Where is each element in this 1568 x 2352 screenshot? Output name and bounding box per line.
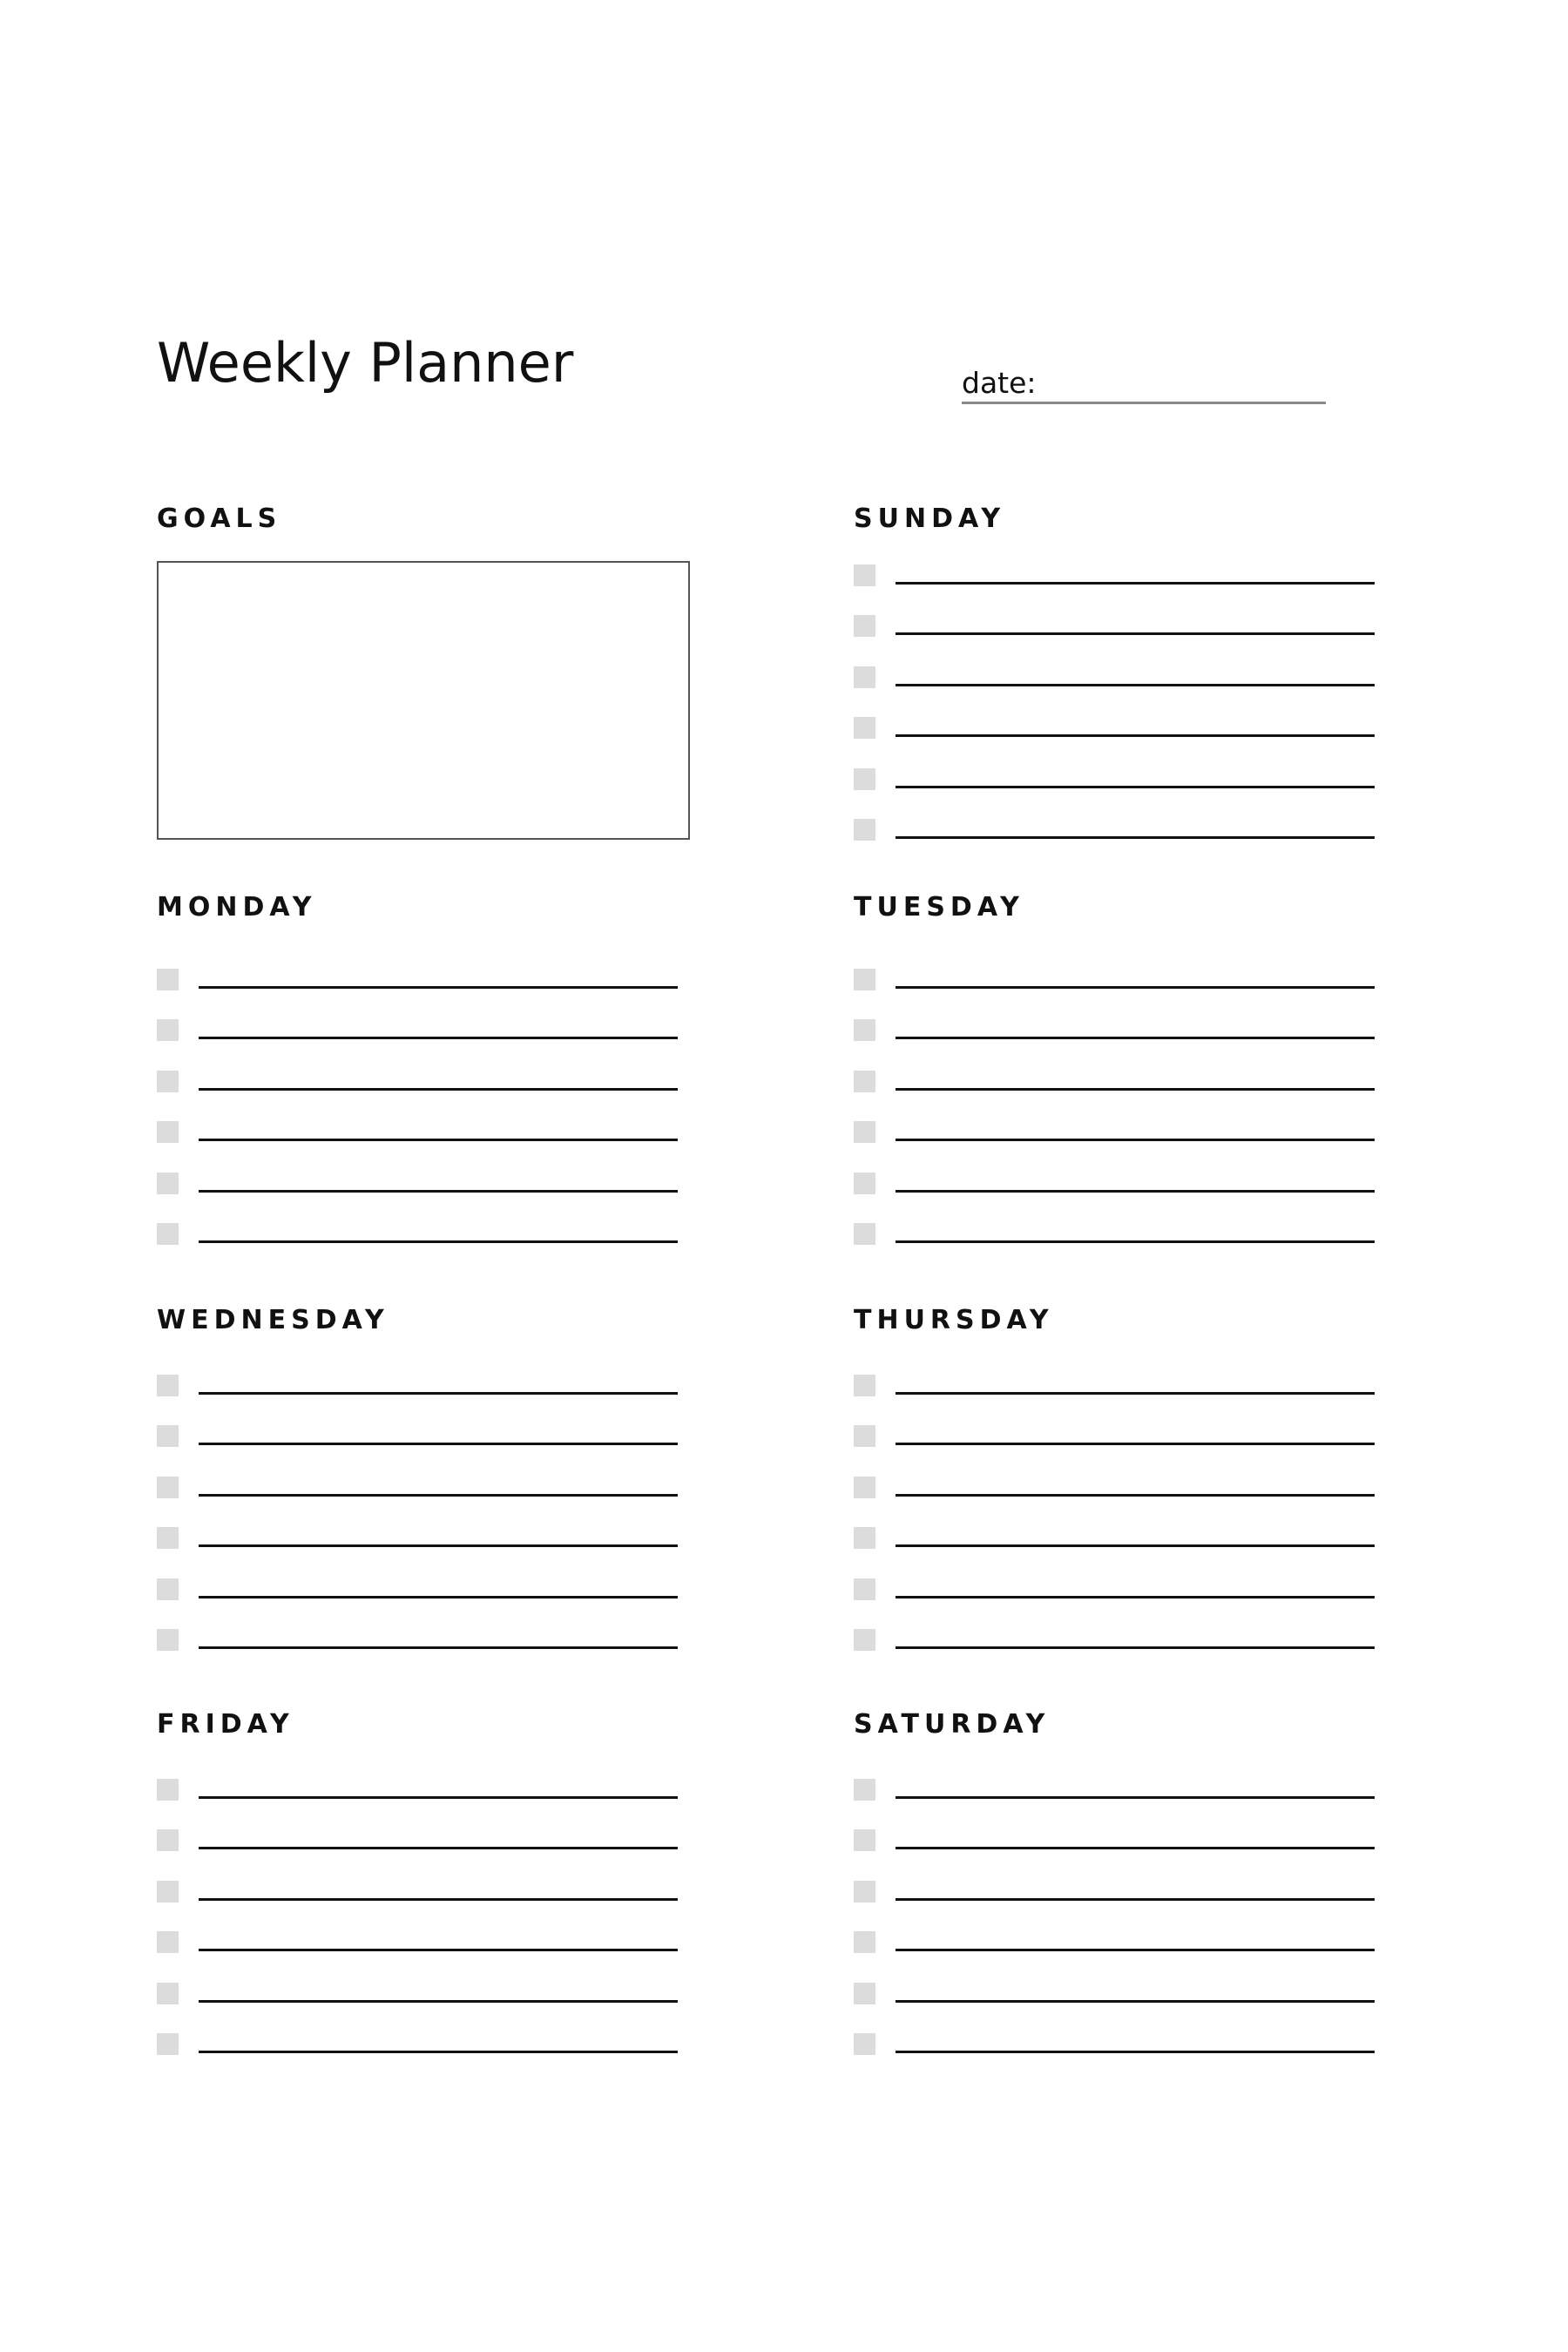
task-row: [854, 1375, 1376, 1409]
date-input-line[interactable]: [962, 402, 1326, 404]
task-row: [157, 1375, 679, 1409]
task-row: [854, 717, 1376, 752]
task-checkbox[interactable]: [854, 1223, 875, 1245]
task-checkbox[interactable]: [854, 1779, 875, 1801]
task-writing-line[interactable]: [199, 1544, 678, 1547]
task-writing-line[interactable]: [896, 1037, 1375, 1039]
task-row: [854, 969, 1376, 1004]
task-checkbox[interactable]: [854, 666, 875, 688]
task-checkbox[interactable]: [854, 1071, 875, 1092]
task-checkbox[interactable]: [854, 1629, 875, 1651]
task-writing-line[interactable]: [199, 1443, 678, 1445]
task-row: [157, 1931, 679, 1966]
task-row: [157, 1425, 679, 1460]
task-checkbox[interactable]: [854, 1829, 875, 1851]
task-writing-line[interactable]: [896, 1240, 1375, 1243]
task-writing-line[interactable]: [199, 1898, 678, 1901]
sunday-title: SUNDAY: [854, 504, 1006, 534]
task-row: [854, 1578, 1376, 1613]
task-row: [854, 2033, 1376, 2068]
task-row: [157, 1629, 679, 1664]
wednesday-title: WEDNESDAY: [157, 1305, 389, 1335]
task-checkbox[interactable]: [854, 1425, 875, 1447]
task-writing-line[interactable]: [896, 1544, 1375, 1547]
task-checkbox[interactable]: [157, 1881, 179, 1903]
task-writing-line[interactable]: [896, 836, 1375, 839]
task-checkbox[interactable]: [157, 1931, 179, 1953]
task-writing-line[interactable]: [896, 582, 1375, 585]
task-checkbox[interactable]: [854, 615, 875, 637]
saturday-title: SATURDAY: [854, 1709, 1051, 1740]
task-checkbox[interactable]: [157, 1173, 179, 1194]
goals-title: GOALS: [157, 504, 282, 534]
task-checkbox[interactable]: [854, 768, 875, 790]
task-checkbox[interactable]: [157, 2033, 179, 2055]
task-row: [157, 2033, 679, 2068]
task-row: [854, 1173, 1376, 1207]
task-writing-line[interactable]: [199, 1088, 678, 1091]
task-row: [854, 564, 1376, 599]
task-row: [854, 1223, 1376, 1258]
task-row: [854, 1071, 1376, 1105]
task-row: [854, 1779, 1376, 1814]
task-checkbox[interactable]: [157, 1829, 179, 1851]
task-row: [157, 1779, 679, 1814]
thursday-title: THURSDAY: [854, 1305, 1054, 1335]
task-writing-line[interactable]: [199, 2051, 678, 2053]
task-row: [854, 615, 1376, 650]
task-row: [157, 1121, 679, 1156]
task-writing-line[interactable]: [199, 1596, 678, 1598]
monday-title: MONDAY: [157, 892, 317, 923]
task-writing-line[interactable]: [896, 1392, 1375, 1395]
task-row: [157, 1477, 679, 1511]
task-row: [157, 1829, 679, 1864]
task-row: [854, 1983, 1376, 2017]
task-checkbox[interactable]: [157, 1425, 179, 1447]
task-writing-line[interactable]: [896, 1847, 1375, 1849]
task-checkbox[interactable]: [157, 969, 179, 990]
task-writing-line[interactable]: [896, 2051, 1375, 2053]
task-row: [157, 1173, 679, 1207]
task-checkbox[interactable]: [854, 969, 875, 990]
task-row: [157, 1071, 679, 1105]
tuesday-title: TUESDAY: [854, 892, 1024, 923]
task-writing-line[interactable]: [199, 1646, 678, 1649]
task-checkbox[interactable]: [854, 1983, 875, 2004]
task-checkbox[interactable]: [854, 1375, 875, 1396]
task-writing-line[interactable]: [896, 1139, 1375, 1141]
task-row: [854, 768, 1376, 803]
task-writing-line[interactable]: [896, 1190, 1375, 1193]
task-writing-line[interactable]: [199, 1139, 678, 1141]
task-writing-line[interactable]: [896, 1898, 1375, 1901]
task-checkbox[interactable]: [854, 1578, 875, 1600]
task-writing-line[interactable]: [199, 1240, 678, 1243]
task-checkbox[interactable]: [854, 1019, 875, 1041]
task-checkbox[interactable]: [854, 564, 875, 586]
task-checkbox[interactable]: [157, 1983, 179, 2004]
task-row: [854, 1527, 1376, 1562]
task-checkbox[interactable]: [157, 1527, 179, 1549]
task-checkbox[interactable]: [157, 1779, 179, 1801]
task-checkbox[interactable]: [854, 819, 875, 841]
task-checkbox[interactable]: [854, 1881, 875, 1903]
task-row: [157, 1223, 679, 1258]
goals-box[interactable]: [157, 561, 690, 840]
task-writing-line[interactable]: [896, 684, 1375, 686]
task-row: [157, 1019, 679, 1054]
task-checkbox[interactable]: [157, 1223, 179, 1245]
task-writing-line[interactable]: [199, 1847, 678, 1849]
task-checkbox[interactable]: [157, 1019, 179, 1041]
task-checkbox[interactable]: [854, 1527, 875, 1549]
task-row: [854, 1425, 1376, 1460]
task-checkbox[interactable]: [854, 1477, 875, 1498]
task-row: [854, 666, 1376, 701]
task-writing-line[interactable]: [199, 2000, 678, 2003]
task-row: [854, 1829, 1376, 1864]
task-row: [854, 1019, 1376, 1054]
task-row: [854, 1121, 1376, 1156]
task-writing-line[interactable]: [896, 986, 1375, 989]
page-title: Weekly Planner: [157, 331, 574, 395]
task-row: [854, 1931, 1376, 1966]
task-row: [157, 1578, 679, 1613]
task-writing-line[interactable]: [199, 1392, 678, 1395]
task-row: [157, 969, 679, 1004]
task-checkbox[interactable]: [157, 1121, 179, 1143]
task-writing-line[interactable]: [896, 1494, 1375, 1497]
task-checkbox[interactable]: [157, 1477, 179, 1498]
task-row: [854, 1881, 1376, 1916]
task-writing-line[interactable]: [199, 1796, 678, 1799]
task-writing-line[interactable]: [199, 1494, 678, 1497]
task-row: [157, 1527, 679, 1562]
task-checkbox[interactable]: [157, 1375, 179, 1396]
task-row: [854, 1629, 1376, 1664]
task-writing-line[interactable]: [896, 786, 1375, 788]
task-checkbox[interactable]: [854, 717, 875, 739]
task-writing-line[interactable]: [896, 1646, 1375, 1649]
task-row: [157, 1983, 679, 2017]
task-checkbox[interactable]: [854, 2033, 875, 2055]
task-checkbox[interactable]: [157, 1071, 179, 1092]
task-checkbox[interactable]: [854, 1173, 875, 1194]
date-label: date:: [962, 366, 1037, 400]
task-writing-line[interactable]: [896, 734, 1375, 737]
task-writing-line[interactable]: [199, 1949, 678, 1951]
task-checkbox[interactable]: [157, 1578, 179, 1600]
task-writing-line[interactable]: [896, 1088, 1375, 1091]
task-row: [854, 1477, 1376, 1511]
task-checkbox[interactable]: [854, 1121, 875, 1143]
task-row: [854, 819, 1376, 854]
task-writing-line[interactable]: [199, 986, 678, 989]
friday-title: FRIDAY: [157, 1709, 294, 1740]
task-writing-line[interactable]: [896, 1949, 1375, 1951]
task-checkbox[interactable]: [854, 1931, 875, 1953]
task-writing-line[interactable]: [199, 1190, 678, 1193]
task-writing-line[interactable]: [896, 2000, 1375, 2003]
task-writing-line[interactable]: [896, 1443, 1375, 1445]
task-writing-line[interactable]: [896, 1596, 1375, 1598]
task-row: [157, 1881, 679, 1916]
task-writing-line[interactable]: [896, 1796, 1375, 1799]
task-checkbox[interactable]: [157, 1629, 179, 1651]
task-writing-line[interactable]: [896, 632, 1375, 635]
task-writing-line[interactable]: [199, 1037, 678, 1039]
